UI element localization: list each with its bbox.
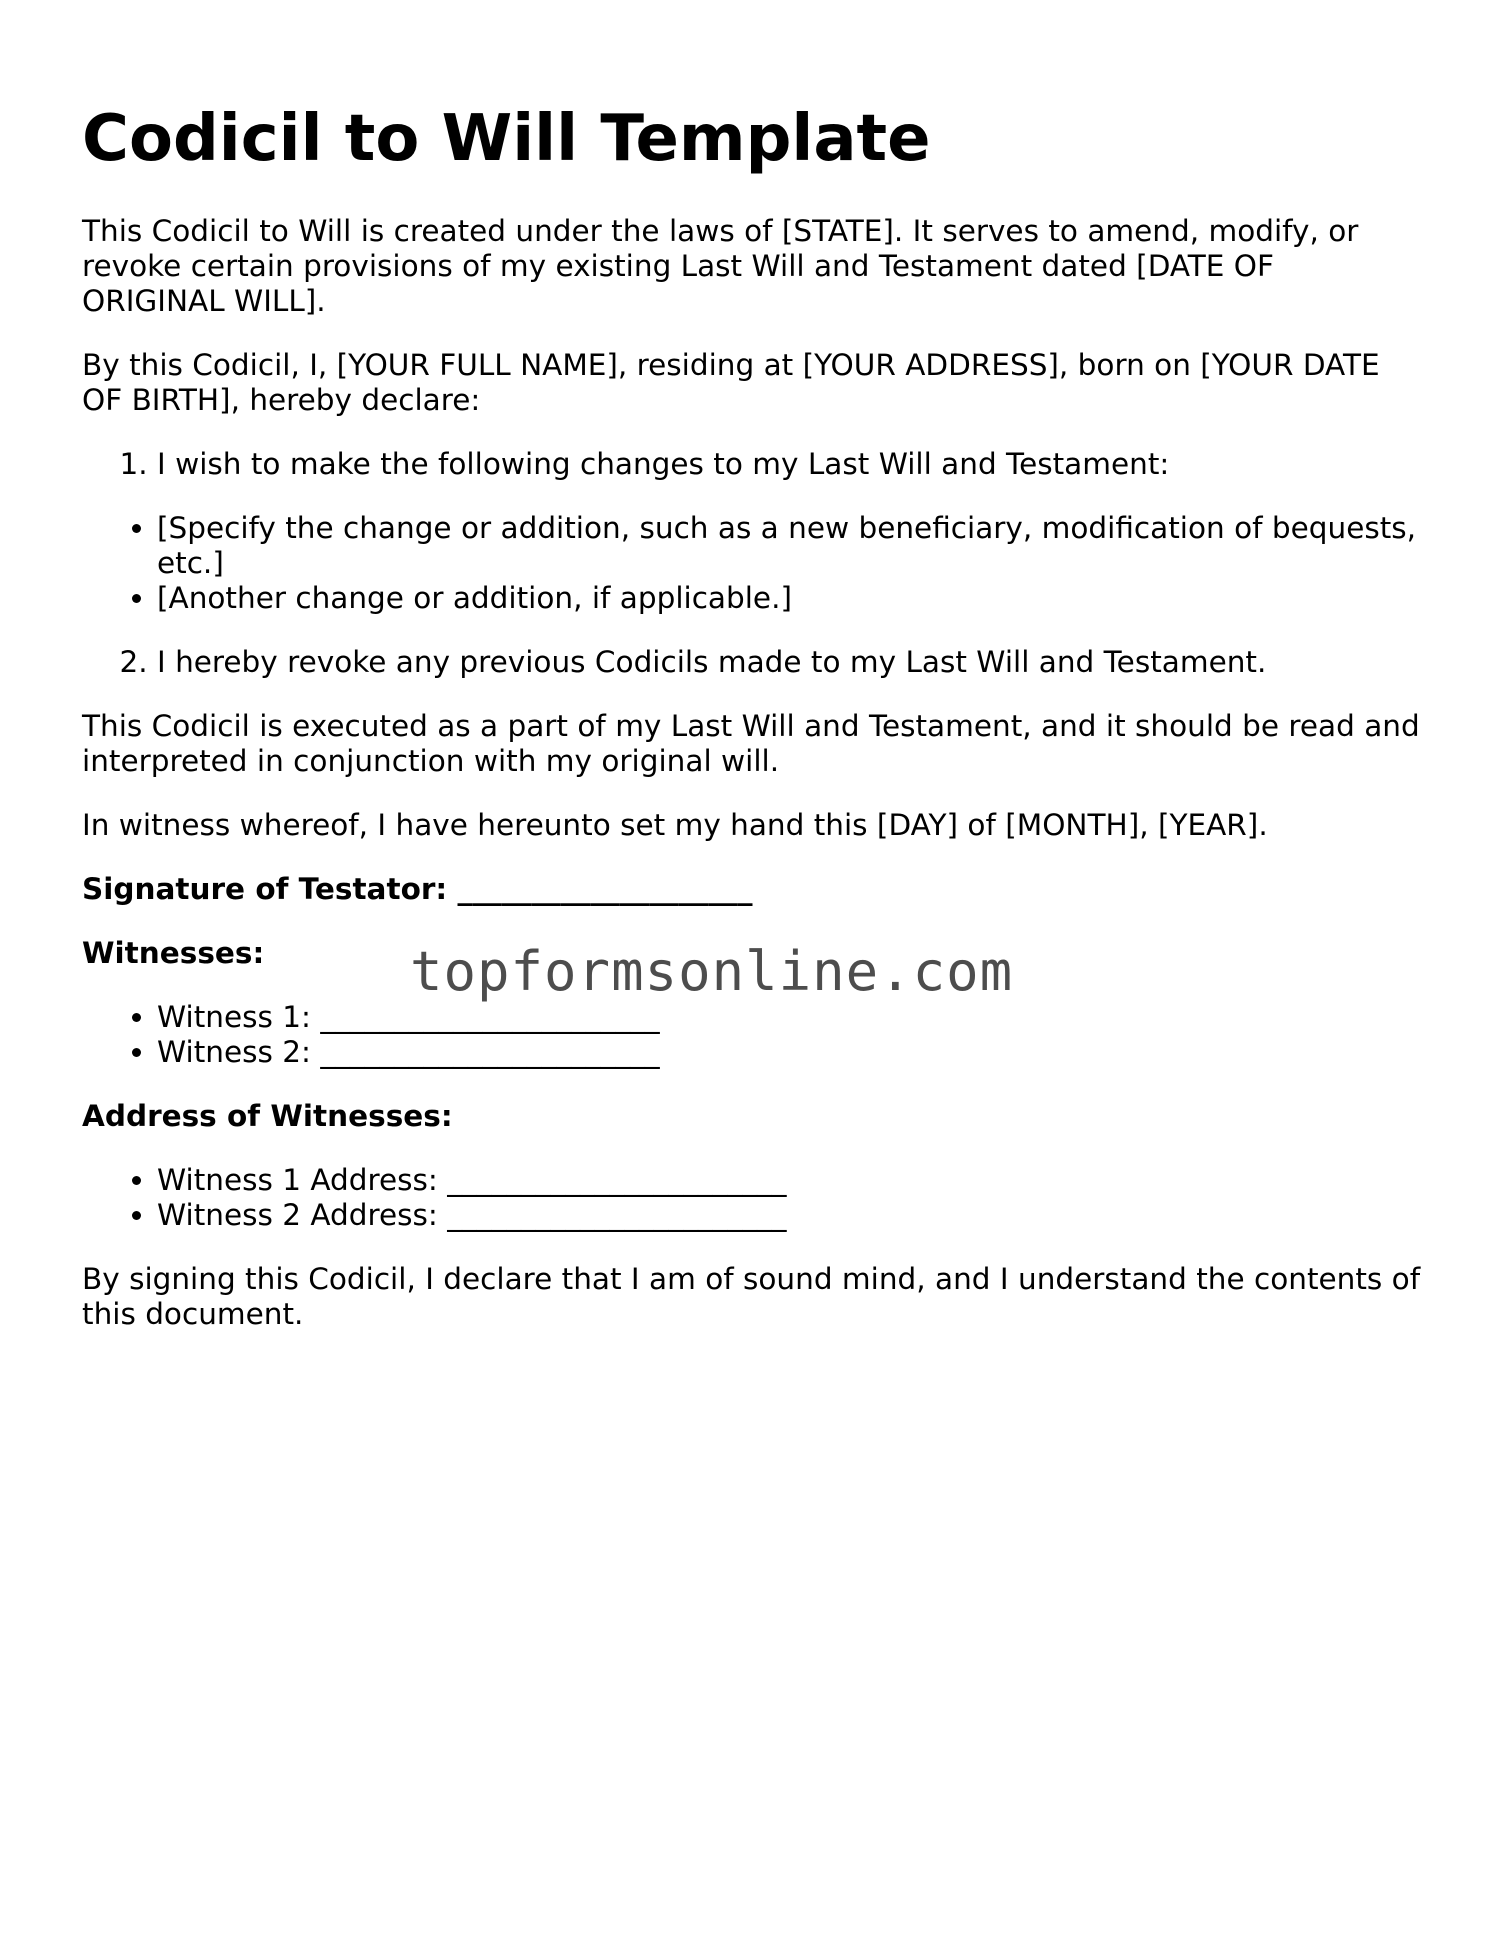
witnesses-heading: Witnesses: <box>82 936 265 970</box>
witness-address-list <box>82 1163 1422 1233</box>
changes-list <box>82 511 1422 616</box>
declaration-paragraph: By this Codicil, I, [YOUR FULL NAME], residing at [YOUR ADDRESS], born on [YOUR DATE OF BIRTH], hereby declare: <box>82 348 1380 417</box>
closing-paragraph: By signing this Codicil, I declare that I am of sound mind, and I understand the contents of this document. <box>82 1262 1421 1331</box>
witness-address-line: • Witness 1 Address: _______________________ <box>157 1163 1422 1198</box>
executed-paragraph: This Codicil is executed as a part of my Last Will and Testament, and it should be read and interpreted in conjunction with my original will. <box>82 709 1420 778</box>
document-title: Codicil to Will Template <box>82 102 931 176</box>
change-item: • [Specify the change or addition, such as a new beneficiary, modification of bequests, etc.] <box>157 511 1422 581</box>
watermark: topformsonline.com <box>410 940 1014 1003</box>
numbered-list-second <box>82 645 1422 680</box>
witness-address-line: • Witness 2 Address: _______________________ <box>157 1198 1422 1233</box>
witness-signature-line: • Witness 2: _______________________ <box>157 1035 1422 1070</box>
numbered-item-2: 2. I hereby revoke any previous Codicils made to my Last Will and Testament. <box>157 645 1422 680</box>
witness-address-heading: Address of Witnesses: <box>82 1099 453 1133</box>
numbered-item-1: 1. I wish to make the following changes to my Last Will and Testament: <box>157 447 1422 482</box>
witness-clause: In witness whereof, I have hereunto set my hand this [DAY] of [MONTH], [YEAR]. <box>82 808 1268 842</box>
witness-signature-line: • Witness 1: _______________________ <box>157 1000 1422 1035</box>
intro-paragraph: This Codicil to Will is created under the laws of [STATE]. It serves to amend, modify, or revoke certain provisions of my existing Last Will and Testament dated [DATE OF ORIGINAL WILL]. <box>82 214 1359 318</box>
change-item: • [Another change or addition, if applicable.] <box>157 581 1422 616</box>
testator-signature-line: Signature of Testator: ____________________ <box>82 872 753 906</box>
document-page <box>82 0 1422 1332</box>
witnesses-list <box>82 1000 1422 1070</box>
numbered-list-first <box>82 447 1422 482</box>
